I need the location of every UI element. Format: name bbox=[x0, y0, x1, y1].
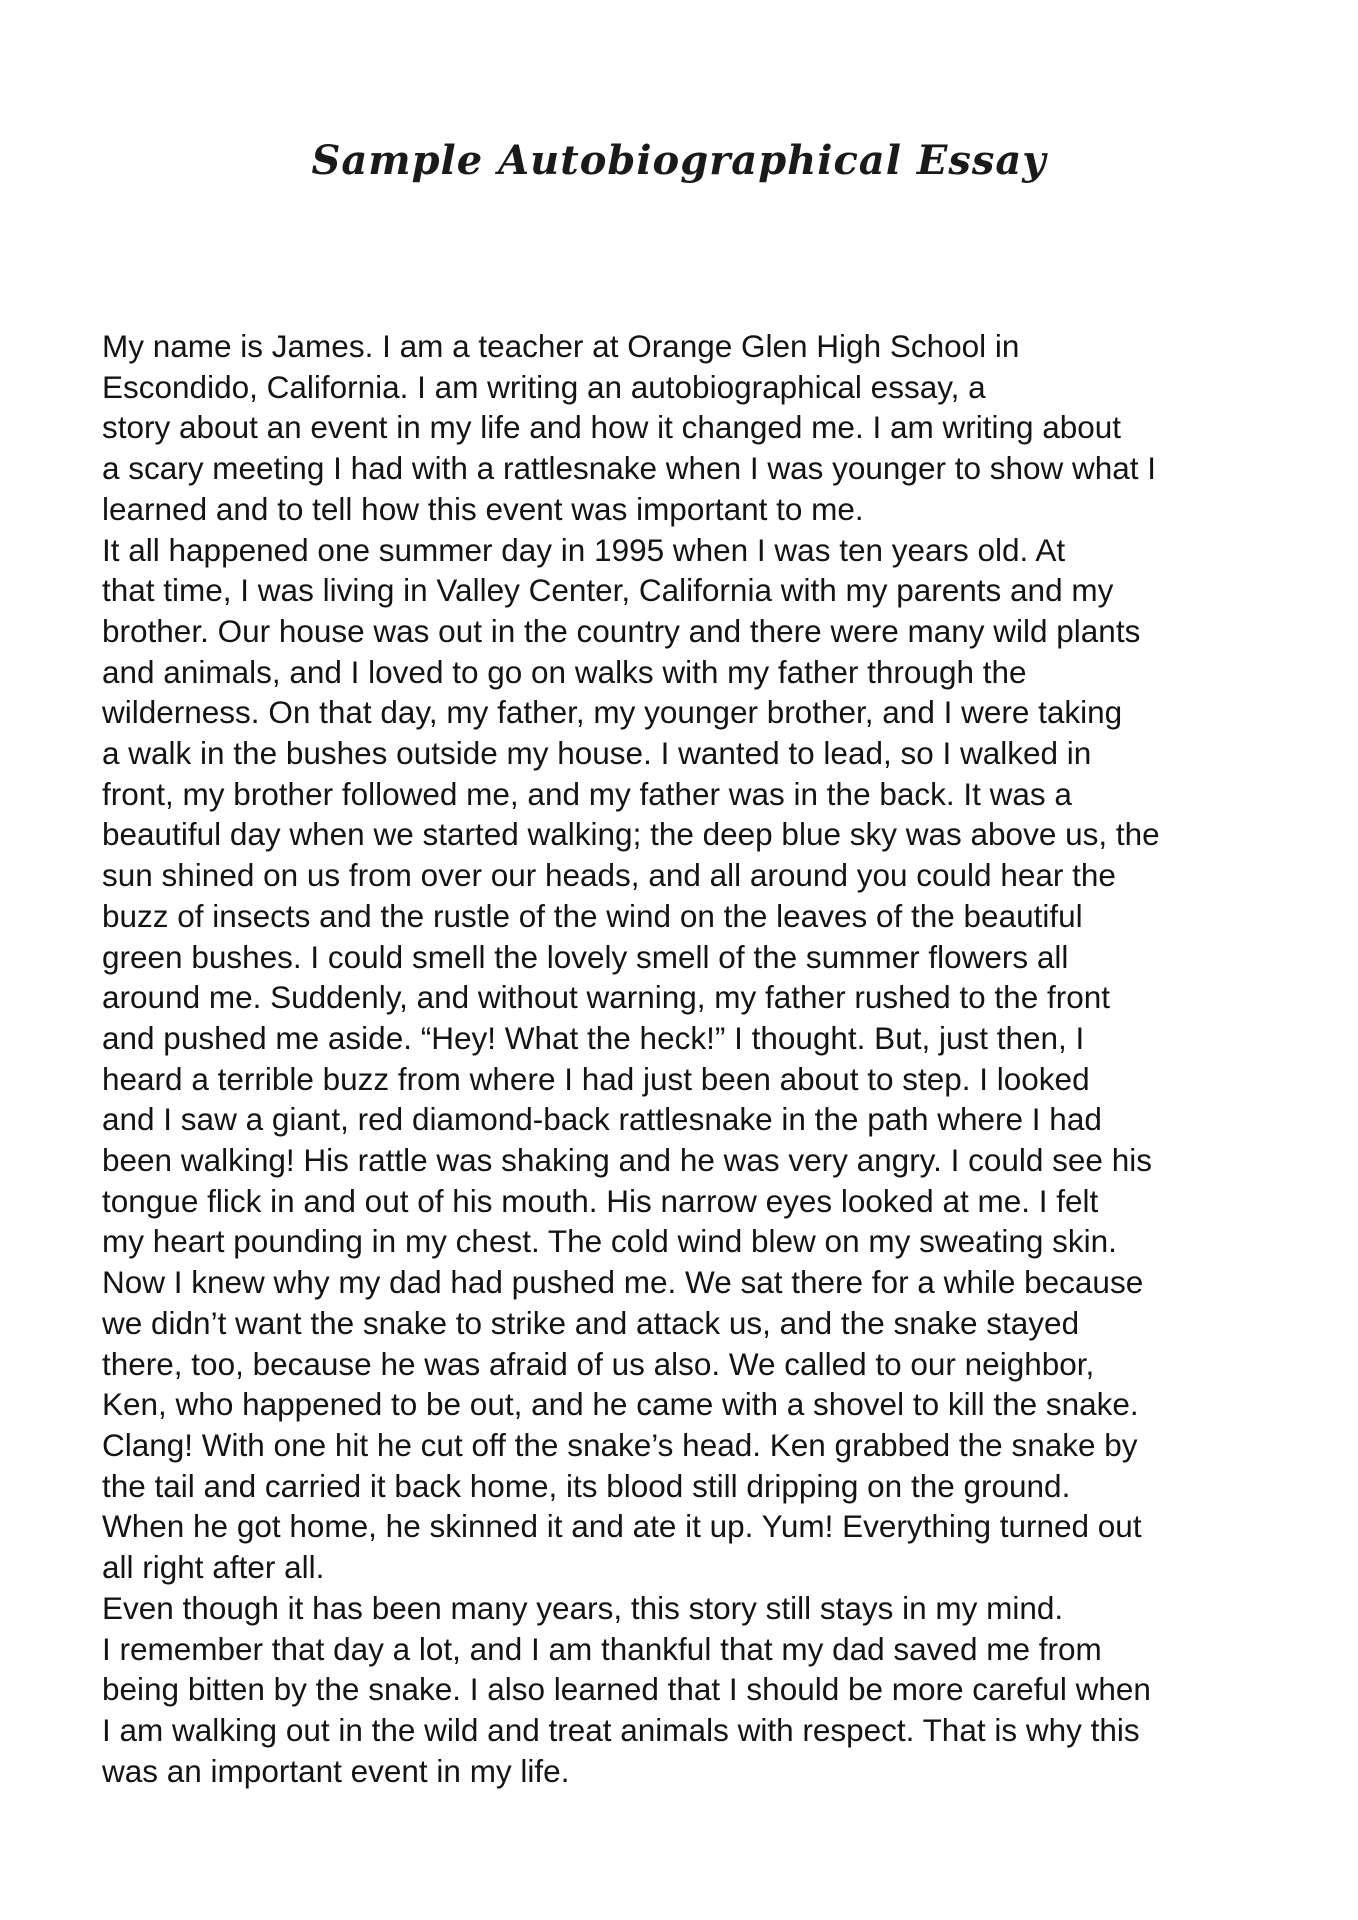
essay-line: front, my brother followed me, and my father was in the back. It was a bbox=[102, 775, 1072, 812]
essay-line: When he got home, he skinned it and ate it up. Yum! Everything turned out bbox=[102, 1508, 1142, 1545]
essay-line: heard a terrible buzz from where I had just been about to step. I looked bbox=[102, 1060, 1090, 1097]
essay-line: beautiful day when we started walking; the deep blue sky was above us, the bbox=[102, 816, 1160, 853]
essay-line: I am walking out in the wild and treat animals with respect. That is why this bbox=[102, 1711, 1140, 1748]
essay-line: that time, I was living in Valley Center, California with my parents and my bbox=[102, 572, 1114, 609]
essay-line: buzz of insects and the rustle of the wind on the leaves of the beautiful bbox=[102, 897, 1083, 934]
essay-line: Clang! With one hit he cut off the snake’s head. Ken grabbed the snake by bbox=[102, 1426, 1138, 1463]
essay-line: the tail and carried it back home, its blood still dripping on the ground. bbox=[102, 1467, 1071, 1504]
essay-line: Even though it has been many years, this story still stays in my mind. bbox=[102, 1589, 1064, 1626]
essay-line: there, too, because he was afraid of us also. We called to our neighbor, bbox=[102, 1345, 1095, 1382]
essay-line: brother. Our house was out in the country and there were many wild plants bbox=[102, 612, 1141, 649]
essay-line: Escondido, California. I am writing an autobiographical essay, a bbox=[102, 368, 986, 405]
essay-line: and pushed me aside. “Hey! What the heck!” I thought. But, just then, I bbox=[102, 1019, 1085, 1056]
essay-line: we didn’t want the snake to strike and attack us, and the snake stayed bbox=[102, 1304, 1080, 1341]
essay-title: Sample Autobiographical Essay bbox=[311, 137, 1047, 184]
essay-line: I remember that day a lot, and I am thankful that my dad saved me from bbox=[102, 1630, 1102, 1667]
essay-line: Now I knew why my dad had pushed me. We sat there for a while because bbox=[102, 1264, 1144, 1301]
essay-line: and animals, and I loved to go on walks with my father through the bbox=[102, 653, 1027, 690]
essay-line: It all happened one summer day in 1995 when I was ten years old. At bbox=[102, 531, 1066, 568]
essay-line: a scary meeting I had with a rattlesnake when I was younger to show what I bbox=[102, 450, 1157, 487]
essay-line: story about an event in my life and how it changed me. I am writing about bbox=[102, 409, 1122, 446]
essay-line: wilderness. On that day, my father, my younger brother, and I were taking bbox=[102, 694, 1123, 731]
essay-line: being bitten by the snake. I also learned that I should be more careful when bbox=[102, 1671, 1151, 1708]
essay-line: tongue flick in and out of his mouth. His narrow eyes looked at me. I felt bbox=[102, 1182, 1099, 1219]
essay-line: green bushes. I could smell the lovely smell of the summer flowers all bbox=[102, 938, 1069, 975]
essay-line: My name is James. I am a teacher at Orange Glen High School in bbox=[102, 328, 1020, 364]
essay-line: learned and to tell how this event was important to me. bbox=[102, 490, 864, 527]
essay-body bbox=[102, 326, 1282, 1791]
essay-line: was an important event in my life. bbox=[102, 1752, 570, 1789]
essay-line: been walking! His rattle was shaking and he was very angry. I could see his bbox=[102, 1142, 1152, 1179]
essay-line: all right after all. bbox=[102, 1549, 325, 1586]
essay-line: around me. Suddenly, and without warning, my father rushed to the front bbox=[102, 979, 1110, 1016]
essay-line: my heart pounding in my chest. The cold wind blew on my sweating skin. bbox=[102, 1223, 1117, 1260]
essay-line: a walk in the bushes outside my house. I wanted to lead, so I walked in bbox=[102, 735, 1092, 772]
essay-line: and I saw a giant, red diamond-back rattlesnake in the path where I had bbox=[102, 1101, 1102, 1138]
essay-line: Ken, who happened to be out, and he came with a shovel to kill the snake. bbox=[102, 1386, 1139, 1423]
essay-line: sun shined on us from over our heads, and all around you could hear the bbox=[102, 857, 1116, 894]
